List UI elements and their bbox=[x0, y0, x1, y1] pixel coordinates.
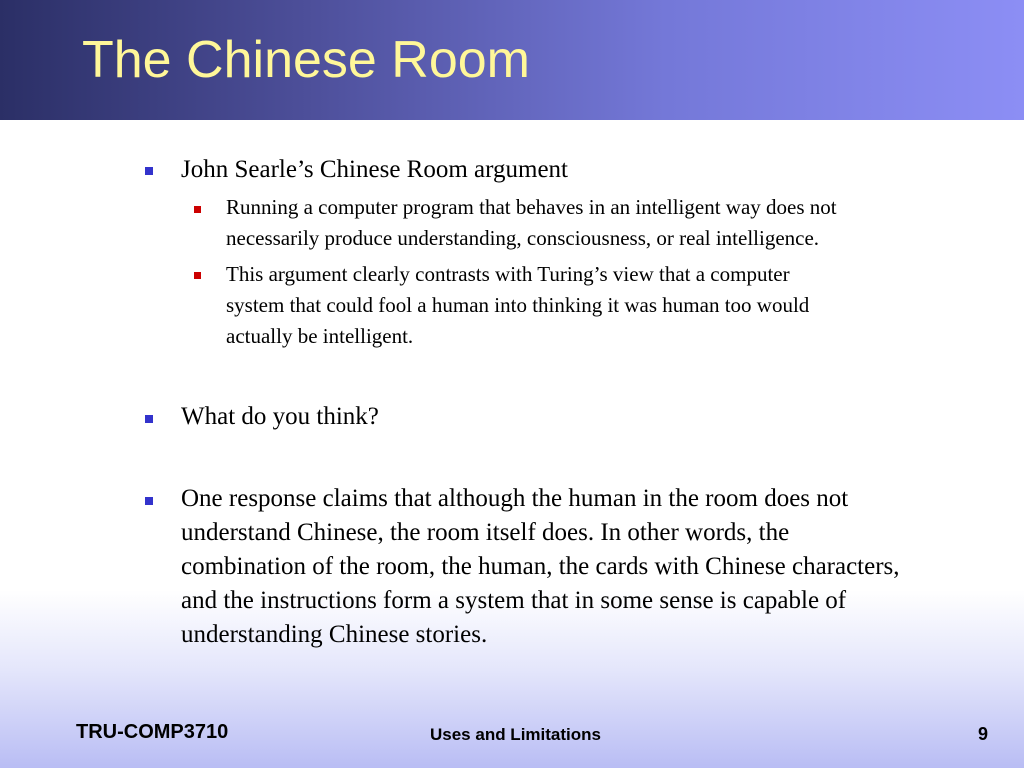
footer-page-number: 9 bbox=[978, 724, 989, 744]
bullet-line: and the instructions form a system that in some sense is capable of bbox=[181, 587, 847, 614]
title-bar bbox=[0, 0, 1024, 120]
bullet-text: What do you think? bbox=[181, 403, 379, 430]
bullet-line: One response claims that although the human in the room does not bbox=[181, 485, 849, 512]
sub-bullet-line: Running a computer program that behaves in an intelligent way does not bbox=[226, 195, 837, 219]
bullet-square-icon bbox=[145, 167, 153, 175]
footer-course: TRU-COMP3710 bbox=[76, 721, 229, 743]
bullet-text: John Searle’s Chinese Room argument bbox=[181, 156, 568, 183]
bullet-square-icon bbox=[145, 415, 153, 423]
sub-bullet-square-icon bbox=[194, 206, 201, 213]
bullet-line: combination of the room, the human, the cards with Chinese characters, bbox=[181, 553, 900, 580]
bullet-square-icon bbox=[145, 497, 153, 505]
bullet-line: understand Chinese, the room itself does. In other words, the bbox=[181, 519, 790, 546]
footer-section: Uses and Limitations bbox=[430, 725, 601, 744]
sub-bullet-line: system that could fool a human into thinking it was human too would bbox=[226, 293, 810, 317]
sub-bullet-line: necessarily produce understanding, consciousness, or real intelligence. bbox=[226, 226, 820, 250]
bullet-line: understanding Chinese stories. bbox=[181, 621, 488, 648]
slide-title: The Chinese Room bbox=[82, 31, 530, 89]
sub-bullet-square-icon bbox=[194, 272, 201, 279]
sub-bullet-line: This argument clearly contrasts with Turing’s view that a computer bbox=[226, 262, 790, 286]
sub-bullet-line: actually be intelligent. bbox=[226, 324, 414, 348]
